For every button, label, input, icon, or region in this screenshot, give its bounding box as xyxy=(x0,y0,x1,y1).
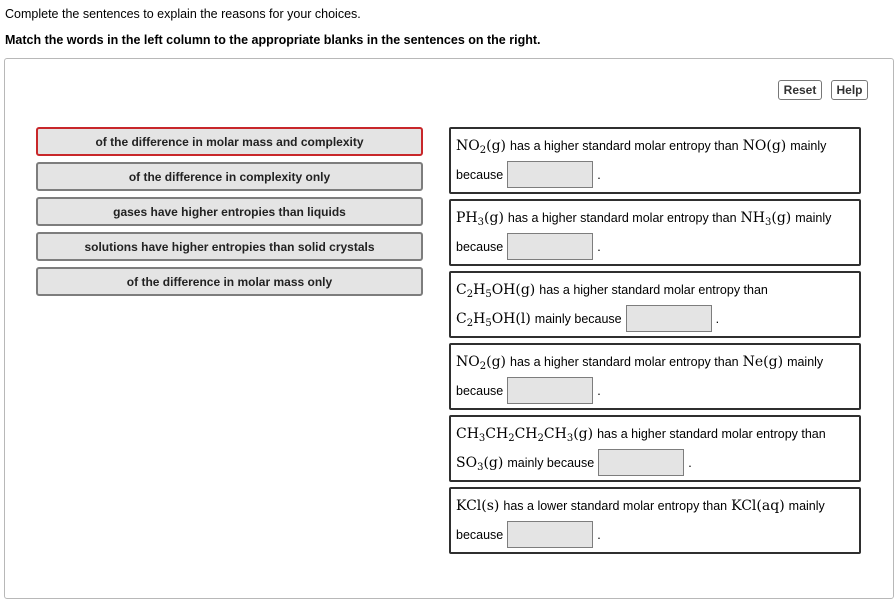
answer-blank-5[interactable] xyxy=(598,449,684,476)
formula-no2-gas: $NO_2(g)$ xyxy=(456,354,506,372)
sentence-6-because: because xyxy=(456,527,504,542)
sentence-3-mainly-because: mainly because xyxy=(534,311,622,326)
formula-ne-gas: Ne(g) xyxy=(742,354,784,370)
word-option-molar-mass-only[interactable]: of the difference in molar mass only xyxy=(36,267,423,296)
sentence-4-because: because xyxy=(456,383,504,398)
sentence-6-text: has a lower standard molar entropy than xyxy=(503,499,728,513)
sentence-5-mainly-because: mainly because xyxy=(507,455,595,470)
sentence-6-mainly: mainly xyxy=(788,499,825,513)
sentence-4-text: has a higher standard molar entropy than xyxy=(510,355,739,369)
period: . xyxy=(688,455,692,470)
period: . xyxy=(597,167,601,182)
period: . xyxy=(597,239,601,254)
help-button[interactable]: Help xyxy=(831,80,868,100)
formula-ph3-gas: $PH_3(g)$ xyxy=(456,210,504,228)
period: . xyxy=(597,527,601,542)
formula-kcl-aqueous: KCl(aq) xyxy=(731,498,785,514)
sentence-3-text: has a higher standard molar entropy than xyxy=(539,283,768,297)
sentence-5-text: has a higher standard molar entropy than xyxy=(597,427,826,441)
period: . xyxy=(715,311,720,326)
word-option-molar-mass-and-complexity[interactable]: of the difference in molar mass and complexity xyxy=(36,127,423,156)
formula-nh3-gas: $NH_3(g)$ xyxy=(740,210,792,228)
formula-no-gas: NO(g) xyxy=(742,138,787,154)
word-option-gases-vs-liquids[interactable]: gases have higher entropies than liquids xyxy=(36,197,423,226)
formula-ethanol-liquid: $C_2H_5OH(l)$ xyxy=(456,310,531,329)
answer-blank-4[interactable] xyxy=(507,377,593,404)
formula-ethanol-gas: $C_2H_5OH(g)$ xyxy=(456,282,536,300)
answer-blank-3[interactable] xyxy=(626,305,712,332)
match-instruction-text: Match the words in the left column to the appropriate blanks in the sentences on the right. xyxy=(5,33,541,47)
answer-blank-2[interactable] xyxy=(507,233,593,260)
sentence-1-because: because xyxy=(456,167,504,182)
sentence-box-5 xyxy=(449,415,861,482)
sentence-box-2 xyxy=(449,199,861,266)
period: . xyxy=(597,383,601,398)
sentence-2-text: has a higher standard molar entropy than xyxy=(507,211,737,225)
answer-blank-6[interactable] xyxy=(507,521,593,548)
sentence-2-because: because xyxy=(456,239,504,254)
sentence-box-3 xyxy=(449,271,861,338)
answer-blank-1[interactable] xyxy=(507,161,593,188)
word-option-solutions-vs-solids[interactable]: solutions have higher entropies than solid crystals xyxy=(36,232,423,261)
formula-so3-gas: $SO_3(g)$ xyxy=(456,454,504,473)
sentence-1-mainly: mainly xyxy=(790,139,827,153)
reset-button[interactable]: Reset xyxy=(778,80,822,100)
word-option-complexity-only[interactable]: of the difference in complexity only xyxy=(36,162,423,191)
formula-butane-gas: $CH_3CH_2CH_2CH_3(g)$ xyxy=(456,426,594,444)
sentence-box-6 xyxy=(449,487,861,554)
sentence-1-text: has a higher standard molar entropy than xyxy=(510,139,739,153)
sentence-box-4 xyxy=(449,343,861,410)
formula-no2-gas: $NO_2(g)$ xyxy=(456,138,506,156)
sentence-2-mainly: mainly xyxy=(795,211,832,225)
sentence-4-mainly: mainly xyxy=(787,355,824,369)
formula-kcl-solid: KCl(s) xyxy=(456,498,500,514)
instruction-text: Complete the sentences to explain the reasons for your choices. xyxy=(5,7,361,21)
sentence-box-1 xyxy=(449,127,861,194)
